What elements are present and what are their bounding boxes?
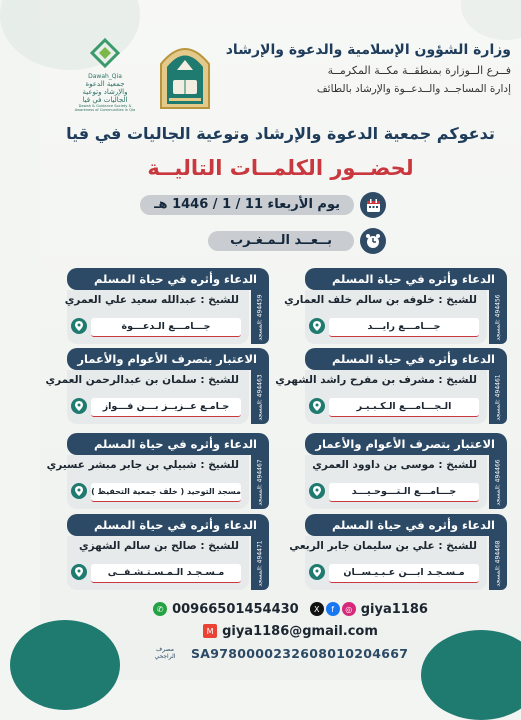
gmail-icon: M xyxy=(203,624,217,638)
bank-row xyxy=(145,642,435,664)
bank-logo: مصرف الراجحي xyxy=(154,646,176,660)
time-pill: بــعــد الـمـغـرب xyxy=(208,231,354,251)
lecture-card xyxy=(45,348,269,424)
whatsapp-icon[interactable]: ✆ xyxy=(153,602,167,616)
lecture-card xyxy=(67,514,269,590)
mosque-name: مسجد التوحيد ( خلف جمعية التحفيظ ) xyxy=(91,483,241,502)
lecture-title: الاعتبار بتصرف الأعوام والأعمار xyxy=(305,433,507,455)
decorative-wave xyxy=(10,620,120,710)
location-pin-icon xyxy=(71,398,87,414)
lecture-title: الدعاء وأثره في حياة المسلم xyxy=(305,268,507,290)
mosque-code: 494471 :المسجد xyxy=(251,536,269,590)
lecture-title: الدعاء وأثره في حياة المسلم xyxy=(67,433,269,455)
mosque-code: 494461 :المسجد xyxy=(489,370,507,424)
iban-number[interactable]: SA9780000232608010204667 xyxy=(191,645,409,661)
mosque-code: 494467 :المسجد xyxy=(251,455,269,509)
mosque-code: 494466 :المسجد xyxy=(489,455,507,509)
lecture-card-body xyxy=(289,536,487,590)
lecture-card xyxy=(64,268,269,344)
dawah-logo xyxy=(74,38,136,118)
attend-heading: لحضــور الكلمــات التاليــة xyxy=(147,156,414,180)
ministry-line-3: إدارة المساجــد والــدعــوة والإرشاد بالطائف xyxy=(316,83,511,95)
lecture-card xyxy=(275,348,507,424)
header xyxy=(52,36,511,121)
mosque-row xyxy=(305,398,487,416)
mosque-row xyxy=(67,398,249,416)
location-pin-icon xyxy=(309,483,325,499)
ministry-logo-icon xyxy=(155,40,215,110)
date-pill: يوم الأربعاء 11 / 1 / 1446 هـ xyxy=(140,195,354,215)
poster xyxy=(40,0,521,680)
time-row xyxy=(208,229,386,253)
dawah-arabic-name: جمعية الدعوة والإرشاد وتوعية الجاليات في قيا xyxy=(82,80,128,105)
mosque-row xyxy=(305,483,487,501)
lecture-card-body xyxy=(67,536,249,590)
mosque-row xyxy=(67,564,249,582)
mosque-name: جـــامـــع الـدعـــوة xyxy=(91,318,241,337)
lecture-card-body xyxy=(64,290,249,344)
ministry-line-2: فــرع الــوزارة بمنطقــة مكــة المكرمــة xyxy=(327,64,511,77)
clock-icon xyxy=(360,228,386,254)
facebook-icon[interactable]: f xyxy=(326,602,340,616)
mosque-code: 494459 :المسجد xyxy=(251,290,269,344)
location-pin-icon xyxy=(309,564,325,580)
sheikh-name: للشيخ : خلوفه بن سالم خلف العماري xyxy=(284,294,477,306)
mosque-code: 494456 :المسجد xyxy=(489,290,507,344)
lecture-card-body xyxy=(275,370,487,424)
mosque-name: مـسـجـد ابـــن عـبـيـســان xyxy=(329,564,479,583)
dawah-name: Dawah_Qia xyxy=(88,73,122,80)
ministry-name xyxy=(225,42,511,95)
date-row xyxy=(140,193,386,217)
dawah-logo-icon xyxy=(88,38,122,68)
lecture-title: الدعاء وأثره في حياة المسلم xyxy=(305,348,507,370)
mosque-name: مـسـجـد الـمـسـتـشـفــى xyxy=(91,564,241,583)
email-address[interactable]: giya1186@gmail.com xyxy=(222,623,378,639)
contact-footer xyxy=(145,598,435,664)
sheikh-name: للشيخ : علي بن سليمان جابر الربعي xyxy=(289,540,477,552)
mosque-name: جـــامـــع الـتـــوحـيـــد xyxy=(329,483,479,502)
calendar-icon xyxy=(360,192,386,218)
mosque-name: جـامـع عــزيــز بـــن فـــواز xyxy=(91,398,241,417)
location-pin-icon xyxy=(71,564,87,580)
decorative-wave xyxy=(421,630,521,720)
lecture-card-body xyxy=(45,370,249,424)
lecture-title: الدعاء وأثره في حياة المسلم xyxy=(67,268,269,290)
lecture-card-body xyxy=(284,290,487,344)
lecture-card xyxy=(46,433,269,509)
invitation-text: تدعوكم جمعية الدعوة والإرشاد وتوعية الجاليات في قيا xyxy=(66,124,495,143)
decorative-shape xyxy=(461,0,521,40)
mosque-name: الـجـــامـــع الـكـبـيـر xyxy=(329,398,479,417)
lecture-title: الدعاء وأثره في حياة المسلم xyxy=(67,514,269,536)
lecture-card-body xyxy=(305,455,487,509)
sheikh-name: للشيخ : مشرف بن مفرح راشد الشهري xyxy=(275,374,477,386)
sheikh-name: للشيخ : شبيلي بن جابر مبشر عسيري xyxy=(46,459,239,471)
sheikh-name: للشيخ : صالح بن سالم الشهزي xyxy=(79,540,239,552)
lecture-card xyxy=(305,433,507,509)
lecture-card xyxy=(284,268,507,344)
location-pin-icon xyxy=(71,318,87,334)
x-icon[interactable]: X xyxy=(310,602,324,616)
mosque-row xyxy=(305,564,487,582)
mosque-code: 494468 :المسجد xyxy=(489,536,507,590)
location-pin-icon xyxy=(71,483,87,499)
lecture-card xyxy=(289,514,507,590)
location-pin-icon xyxy=(309,318,325,334)
mosque-row xyxy=(305,318,487,336)
sheikh-name: للشيخ : موسى بن داوود العمري xyxy=(312,459,477,471)
phone-number[interactable]: 00966501454430 xyxy=(172,601,299,617)
ministry-line-1: وزارة الشؤون الإسلامية والدعوة والإرشاد xyxy=(225,42,511,58)
mosque-row xyxy=(67,483,249,501)
lecture-card-body xyxy=(46,455,249,509)
social-handle[interactable]: giya1186 xyxy=(360,601,428,617)
location-pin-icon xyxy=(309,398,325,414)
lecture-title: الاعتبار بتصرف الأعوام والأعمار xyxy=(67,348,269,370)
instagram-icon[interactable]: ◎ xyxy=(342,602,356,616)
sheikh-name: للشيخ : سلمان بن عبدالرحمن العمري xyxy=(45,374,239,386)
mosque-row xyxy=(67,318,249,336)
lecture-title: الدعاء وأثره في حياة المسلم xyxy=(305,514,507,536)
sheikh-name: للشيخ : عبدالله سعيد علي العمري xyxy=(64,294,239,306)
email-row xyxy=(145,620,435,642)
mosque-code: 494463 :المسجد xyxy=(251,370,269,424)
dawah-english-name: Dawah & Guidance Society & Awareness of Communities in Qia xyxy=(74,104,136,113)
mosque-name: جـــامـــع رايـــد xyxy=(329,318,479,337)
contact-row xyxy=(145,598,435,620)
